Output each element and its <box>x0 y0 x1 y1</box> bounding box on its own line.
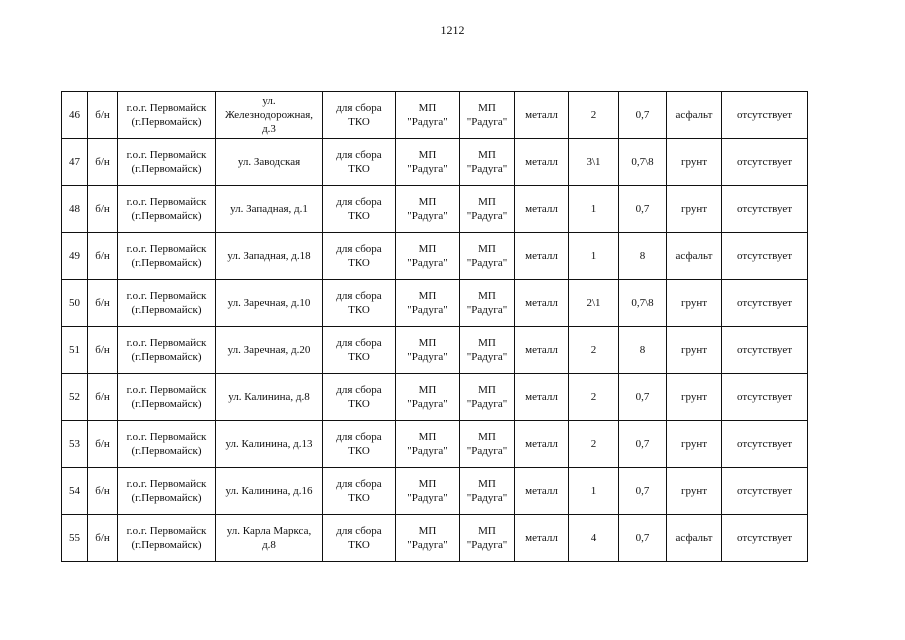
cell-locality-line: (г.Первомайск) <box>131 351 202 363</box>
cell-operator <box>460 139 515 186</box>
cell-operator-line: "Радуга" <box>466 210 508 222</box>
cell-locality <box>118 515 216 562</box>
cell-purpose-line: ТКО <box>348 539 370 551</box>
cell-container-count: 3\1 <box>569 139 619 186</box>
cell-container-count: 1 <box>569 468 619 515</box>
cell-address-line: ул. Западная, д.18 <box>227 250 311 262</box>
cell-owner-line: МП <box>418 149 437 161</box>
cell-owner-line: "Радуга" <box>407 492 448 504</box>
cell-purpose <box>323 139 396 186</box>
cell-material: металл <box>515 374 569 421</box>
cell-purpose-line: для сбора <box>336 431 382 443</box>
cell-owner-line: МП <box>418 102 437 114</box>
table-row <box>62 233 808 280</box>
cell-owner <box>396 468 460 515</box>
cell-surface: грунт <box>667 374 722 421</box>
cell-operator <box>460 233 515 280</box>
cell-surface: асфальт <box>667 233 722 280</box>
cell-purpose-line: для сбора <box>336 525 382 537</box>
cell-locality <box>118 374 216 421</box>
cell-address-line: д.3 <box>262 123 276 135</box>
cell-operator-line: МП <box>478 243 496 255</box>
table-row <box>62 374 808 421</box>
cell-operator-line: "Радуга" <box>466 445 508 457</box>
cell-container-count: 2 <box>569 327 619 374</box>
cell-container-count: 1 <box>569 186 619 233</box>
cell-address <box>216 139 323 186</box>
cell-locality-line: г.о.г. Первомайск <box>126 384 207 396</box>
cell-registry-number: б/н <box>88 515 118 562</box>
cell-locality-line: г.о.г. Первомайск <box>126 102 207 114</box>
cell-owner-line: "Радуга" <box>407 539 448 551</box>
cell-locality <box>118 186 216 233</box>
cell-surface: асфальт <box>667 92 722 139</box>
cell-surface: грунт <box>667 421 722 468</box>
cell-owner-line: "Радуга" <box>407 398 448 410</box>
cell-operator-line: МП <box>478 149 496 161</box>
cell-container-volume: 0,7 <box>619 515 667 562</box>
cell-operator <box>460 421 515 468</box>
cell-container-volume: 0,7\8 <box>619 139 667 186</box>
cell-operator-line: МП <box>478 478 496 490</box>
cell-container-volume: 0,7 <box>619 421 667 468</box>
cell-address-line: ул. Калинина, д.16 <box>225 485 313 497</box>
cell-operator <box>460 280 515 327</box>
cell-locality <box>118 139 216 186</box>
cell-owner <box>396 374 460 421</box>
cell-operator <box>460 92 515 139</box>
cell-owner-line: "Радуга" <box>407 257 448 269</box>
cell-shelter: отсутствует <box>722 421 808 468</box>
cell-shelter: отсутствует <box>722 374 808 421</box>
cell-locality <box>118 327 216 374</box>
cell-owner-line: "Радуга" <box>407 445 448 457</box>
cell-locality-line: г.о.г. Первомайск <box>126 431 207 443</box>
cell-address-line: ул. Карла Маркса, <box>226 525 312 537</box>
cell-shelter: отсутствует <box>722 186 808 233</box>
cell-address-line: ул. Калинина, д.8 <box>228 391 310 403</box>
cell-container-count: 1 <box>569 233 619 280</box>
cell-purpose-line: для сбора <box>336 384 382 396</box>
cell-locality-line: (г.Первомайск) <box>131 116 202 128</box>
cell-address-line: ул. Заводская <box>237 156 301 168</box>
cell-owner-line: МП <box>418 337 437 349</box>
cell-container-volume: 0,7 <box>619 374 667 421</box>
cell-purpose <box>323 374 396 421</box>
cell-operator <box>460 327 515 374</box>
table-row <box>62 92 808 139</box>
cell-shelter: отсутствует <box>722 280 808 327</box>
cell-locality-line: г.о.г. Первомайск <box>126 149 207 161</box>
cell-container-volume: 0,7 <box>619 186 667 233</box>
cell-owner <box>396 139 460 186</box>
cell-container-volume: 8 <box>619 327 667 374</box>
cell-locality-line: г.о.г. Первомайск <box>126 196 207 208</box>
cell-material: металл <box>515 139 569 186</box>
cell-surface: грунт <box>667 468 722 515</box>
cell-purpose-line: для сбора <box>336 290 382 302</box>
cell-operator <box>460 374 515 421</box>
cell-purpose-line: для сбора <box>336 149 382 161</box>
cell-locality-line: г.о.г. Первомайск <box>126 243 207 255</box>
cell-registry-number: б/н <box>88 468 118 515</box>
cell-owner-line: "Радуга" <box>407 351 448 363</box>
cell-operator-line: "Радуга" <box>466 116 508 128</box>
cell-material: металл <box>515 186 569 233</box>
cell-shelter: отсутствует <box>722 468 808 515</box>
cell-locality <box>118 233 216 280</box>
cell-address <box>216 374 323 421</box>
cell-row-number: 49 <box>62 233 88 280</box>
cell-container-count: 2 <box>569 374 619 421</box>
table-row <box>62 139 808 186</box>
cell-surface: грунт <box>667 139 722 186</box>
cell-owner <box>396 186 460 233</box>
cell-registry-number: б/н <box>88 233 118 280</box>
cell-owner-line: "Радуга" <box>407 116 448 128</box>
cell-container-volume: 0,7 <box>619 468 667 515</box>
cell-locality <box>118 468 216 515</box>
cell-registry-number: б/н <box>88 186 118 233</box>
cell-operator-line: "Радуга" <box>466 492 508 504</box>
cell-purpose <box>323 327 396 374</box>
cell-purpose <box>323 421 396 468</box>
cell-purpose-line: ТКО <box>348 445 370 457</box>
page-number: 1212 <box>440 23 465 37</box>
container-sites-table <box>61 91 808 562</box>
cell-container-count: 2\1 <box>569 280 619 327</box>
cell-row-number: 52 <box>62 374 88 421</box>
table-row <box>62 280 808 327</box>
cell-operator-line: "Радуга" <box>466 257 508 269</box>
cell-operator-line: "Радуга" <box>466 351 508 363</box>
cell-purpose <box>323 468 396 515</box>
cell-operator-line: МП <box>478 196 496 208</box>
cell-operator-line: "Радуга" <box>466 398 508 410</box>
cell-purpose <box>323 92 396 139</box>
cell-owner-line: "Радуга" <box>407 304 448 316</box>
cell-address-line: д.8 <box>262 539 276 551</box>
cell-locality-line: г.о.г. Первомайск <box>126 525 207 537</box>
cell-purpose-line: ТКО <box>348 116 370 128</box>
cell-operator-line: МП <box>478 102 496 114</box>
cell-purpose <box>323 515 396 562</box>
cell-row-number: 51 <box>62 327 88 374</box>
cell-purpose-line: ТКО <box>348 492 370 504</box>
cell-owner-line: "Радуга" <box>407 210 448 222</box>
cell-owner <box>396 280 460 327</box>
table-row <box>62 421 808 468</box>
cell-locality <box>118 421 216 468</box>
cell-shelter: отсутствует <box>722 92 808 139</box>
cell-purpose-line: ТКО <box>348 163 370 175</box>
cell-shelter: отсутствует <box>722 139 808 186</box>
cell-locality <box>118 280 216 327</box>
cell-owner <box>396 515 460 562</box>
cell-address <box>216 327 323 374</box>
cell-operator-line: МП <box>478 290 496 302</box>
cell-purpose <box>323 233 396 280</box>
cell-owner <box>396 327 460 374</box>
cell-address-line: Железнодорожная, <box>224 109 314 121</box>
cell-address <box>216 515 323 562</box>
cell-row-number: 47 <box>62 139 88 186</box>
cell-address-line: ул. Западная, д.1 <box>230 203 308 215</box>
cell-row-number: 53 <box>62 421 88 468</box>
cell-address-line: ул. Заречная, д.20 <box>227 344 311 356</box>
cell-surface: грунт <box>667 327 722 374</box>
cell-registry-number: б/н <box>88 92 118 139</box>
cell-material: металл <box>515 515 569 562</box>
cell-purpose-line: ТКО <box>348 351 370 363</box>
cell-container-volume: 8 <box>619 233 667 280</box>
cell-material: металл <box>515 421 569 468</box>
cell-locality-line: (г.Первомайск) <box>131 445 202 457</box>
cell-address-line: ул. <box>262 95 276 107</box>
cell-address <box>216 280 323 327</box>
cell-surface: грунт <box>667 280 722 327</box>
cell-owner-line: МП <box>418 431 437 443</box>
cell-registry-number: б/н <box>88 374 118 421</box>
cell-purpose-line: для сбора <box>336 196 382 208</box>
cell-locality-line: (г.Первомайск) <box>131 210 202 222</box>
cell-locality-line: г.о.г. Первомайск <box>126 478 207 490</box>
cell-locality-line: (г.Первомайск) <box>131 257 202 269</box>
cell-surface: грунт <box>667 186 722 233</box>
cell-material: металл <box>515 92 569 139</box>
cell-container-count: 2 <box>569 92 619 139</box>
cell-operator-line: "Радуга" <box>466 539 508 551</box>
cell-purpose-line: для сбора <box>336 478 382 490</box>
cell-address-line: ул. Калинина, д.13 <box>225 438 313 450</box>
cell-purpose-line: для сбора <box>336 243 382 255</box>
cell-owner-line: МП <box>418 384 437 396</box>
cell-locality-line: (г.Первомайск) <box>131 398 202 410</box>
cell-material: металл <box>515 327 569 374</box>
cell-container-volume: 0,7 <box>619 92 667 139</box>
cell-locality-line: (г.Первомайск) <box>131 492 202 504</box>
cell-row-number: 48 <box>62 186 88 233</box>
cell-owner-line: МП <box>418 196 437 208</box>
cell-operator-line: МП <box>478 525 496 537</box>
cell-shelter: отсутствует <box>722 515 808 562</box>
cell-container-count: 2 <box>569 421 619 468</box>
cell-operator-line: "Радуга" <box>466 163 508 175</box>
cell-owner <box>396 92 460 139</box>
cell-operator <box>460 186 515 233</box>
cell-address-line: ул. Заречная, д.10 <box>227 297 311 309</box>
cell-owner <box>396 233 460 280</box>
cell-locality-line: г.о.г. Первомайск <box>126 290 207 302</box>
cell-row-number: 46 <box>62 92 88 139</box>
table-row <box>62 515 808 562</box>
cell-row-number: 55 <box>62 515 88 562</box>
cell-locality-line: (г.Первомайск) <box>131 163 202 175</box>
cell-operator-line: МП <box>478 384 496 396</box>
cell-purpose <box>323 186 396 233</box>
cell-material: металл <box>515 280 569 327</box>
cell-owner-line: МП <box>418 243 437 255</box>
cell-purpose-line: для сбора <box>336 337 382 349</box>
cell-purpose <box>323 280 396 327</box>
cell-registry-number: б/н <box>88 139 118 186</box>
cell-address <box>216 92 323 139</box>
cell-purpose-line: ТКО <box>348 257 370 269</box>
cell-locality <box>118 92 216 139</box>
cell-purpose-line: ТКО <box>348 398 370 410</box>
cell-owner-line: МП <box>418 290 437 302</box>
cell-operator-line: МП <box>478 431 496 443</box>
cell-purpose-line: для сбора <box>336 102 382 114</box>
cell-owner-line: "Радуга" <box>407 163 448 175</box>
table-row <box>62 186 808 233</box>
cell-registry-number: б/н <box>88 327 118 374</box>
cell-shelter: отсутствует <box>722 233 808 280</box>
cell-locality-line: (г.Первомайск) <box>131 304 202 316</box>
table-row <box>62 468 808 515</box>
cell-address <box>216 233 323 280</box>
cell-registry-number: б/н <box>88 421 118 468</box>
cell-operator-line: "Радуга" <box>466 304 508 316</box>
cell-container-volume: 0,7\8 <box>619 280 667 327</box>
cell-purpose-line: ТКО <box>348 210 370 222</box>
cell-address <box>216 468 323 515</box>
table-row <box>62 327 808 374</box>
cell-shelter: отсутствует <box>722 327 808 374</box>
cell-row-number: 50 <box>62 280 88 327</box>
cell-surface: асфальт <box>667 515 722 562</box>
cell-material: металл <box>515 233 569 280</box>
cell-registry-number: б/н <box>88 280 118 327</box>
cell-operator <box>460 468 515 515</box>
cell-purpose-line: ТКО <box>348 304 370 316</box>
cell-operator-line: МП <box>478 337 496 349</box>
cell-owner-line: МП <box>418 525 437 537</box>
cell-locality-line: г.о.г. Первомайск <box>126 337 207 349</box>
cell-operator <box>460 515 515 562</box>
cell-container-count: 4 <box>569 515 619 562</box>
cell-owner <box>396 421 460 468</box>
cell-address <box>216 421 323 468</box>
cell-row-number: 54 <box>62 468 88 515</box>
cell-owner-line: МП <box>418 478 437 490</box>
table-body <box>62 92 808 562</box>
cell-address <box>216 186 323 233</box>
cell-material: металл <box>515 468 569 515</box>
cell-locality-line: (г.Первомайск) <box>131 539 202 551</box>
